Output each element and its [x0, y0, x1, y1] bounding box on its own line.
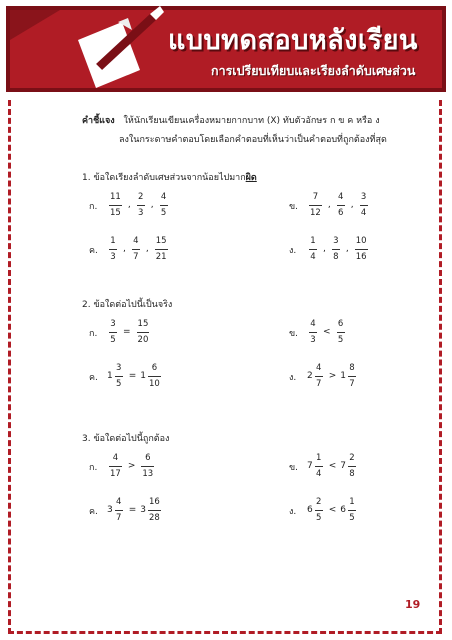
fraction-bar: [309, 332, 317, 333]
denominator: 28: [149, 512, 160, 523]
operator: <: [328, 505, 337, 515]
denominator: 5: [110, 334, 116, 345]
denominator: 3: [110, 251, 116, 262]
fraction-bar: [132, 249, 140, 250]
numerator: 4: [160, 191, 167, 202]
denominator: 5: [349, 512, 355, 523]
denominator: 21: [155, 251, 167, 262]
option-2[interactable]: [289, 448, 439, 484]
numerator: 6: [151, 362, 158, 373]
page-number: 19: [405, 598, 421, 611]
denominator: 5: [316, 512, 322, 523]
option-label: ง.: [289, 507, 297, 517]
fraction: [348, 497, 356, 524]
denominator: 15: [110, 207, 121, 218]
option-expression: [307, 187, 370, 223]
option-1[interactable]: [89, 448, 239, 484]
operator: =: [128, 371, 137, 381]
operator: ,: [127, 200, 131, 210]
numerator: 3: [110, 318, 116, 329]
denominator: 7: [133, 251, 139, 262]
option-4[interactable]: [289, 358, 439, 394]
question-2: [82, 297, 172, 311]
numerator: 1: [316, 452, 322, 463]
fraction-bar: [348, 376, 356, 377]
border-right: [439, 100, 442, 634]
numerator: 2: [349, 452, 355, 463]
whole-number: 3: [140, 505, 147, 515]
numerator: 4: [310, 318, 316, 329]
numerator: 16: [149, 496, 160, 507]
denominator: 5: [116, 378, 122, 389]
operator: <: [323, 327, 331, 337]
question-1: [82, 170, 257, 184]
header-banner: [0, 0, 452, 96]
whole-number: 1: [140, 371, 147, 381]
option-label: ข.: [289, 202, 299, 212]
fraction-bar: [109, 205, 122, 206]
fraction: [155, 236, 168, 263]
operator: >: [328, 371, 337, 381]
denominator: 17: [110, 468, 121, 479]
fraction: [309, 319, 317, 346]
operator: ,: [150, 200, 154, 210]
fraction-bar: [109, 332, 117, 333]
operator: =: [128, 505, 137, 515]
numerator: 6: [337, 318, 344, 329]
option-expression: [107, 187, 170, 223]
whole-number: 6: [307, 505, 313, 515]
numerator: 4: [316, 362, 322, 373]
fraction: [148, 497, 161, 524]
option-label: ค.: [89, 507, 98, 517]
fraction-bar: [332, 249, 340, 250]
fraction: [109, 192, 122, 219]
denominator: 4: [310, 251, 316, 262]
numerator: 6: [145, 452, 151, 463]
operator: ,: [123, 244, 126, 254]
option-3[interactable]: [89, 231, 239, 267]
instructions-label: คำชี้แจง: [82, 116, 115, 126]
option-1[interactable]: [89, 187, 239, 223]
option-1[interactable]: [89, 314, 239, 350]
fraction-bar: [337, 332, 345, 333]
numerator: 1: [110, 235, 116, 246]
fraction: [115, 363, 123, 390]
operator: <: [328, 461, 337, 471]
numerator: 3: [116, 362, 122, 373]
fraction-bar: [115, 510, 123, 511]
numerator: 2: [137, 191, 144, 202]
numerator: 15: [155, 235, 167, 246]
denominator: 7: [316, 378, 322, 389]
denominator: 4: [360, 207, 367, 218]
fraction: [109, 236, 117, 263]
question-text: 1. ข้อใดเรียงลำดับเศษส่วนจากน้อยไปมาก: [82, 173, 246, 183]
denominator: 5: [160, 207, 167, 218]
option-label: ง.: [289, 246, 297, 256]
denominator: 5: [337, 334, 344, 345]
option-label: ค.: [89, 373, 98, 383]
fraction: [348, 453, 356, 480]
fraction-bar: [160, 205, 168, 206]
operator: ,: [145, 244, 149, 254]
fraction-bar: [337, 205, 345, 206]
denominator: 8: [349, 468, 355, 479]
denominator: 7: [349, 378, 355, 389]
option-expression: [107, 314, 151, 350]
numerator: 11: [110, 191, 121, 202]
question-emphasis: ผิด: [245, 173, 257, 183]
fraction: [315, 453, 323, 480]
option-3[interactable]: [89, 492, 239, 528]
numerator: 1: [349, 496, 355, 507]
option-expression: [307, 448, 358, 484]
question-text: 3. ข้อใดต่อไปนี้ถูกต้อง: [82, 434, 170, 444]
whole-number: 3: [107, 505, 113, 515]
numerator: 4: [116, 496, 122, 507]
fraction: [160, 192, 168, 219]
fraction-bar: [148, 510, 161, 511]
option-2[interactable]: [289, 187, 439, 223]
denominator: 3: [310, 334, 316, 345]
fraction: [315, 363, 323, 390]
whole-number: 2: [307, 371, 313, 381]
numerator: 15: [137, 318, 149, 329]
fraction: [109, 453, 122, 480]
fraction: [137, 192, 145, 219]
fraction: [315, 497, 323, 524]
numerator: 7: [312, 191, 319, 202]
denominator: 3: [137, 207, 144, 218]
fraction: [360, 192, 368, 219]
page-subtitle: การเปรียบเทียบและเรียงลำดับเศษส่วน: [211, 63, 416, 78]
border-left: [8, 100, 11, 634]
option-expression: [307, 314, 347, 350]
whole-number: 7: [307, 461, 313, 471]
denominator: 8: [333, 251, 339, 262]
fraction: [148, 363, 161, 390]
denominator: 16: [355, 251, 367, 262]
operator: =: [123, 327, 131, 337]
fraction-bar: [137, 332, 150, 333]
question-3: [82, 431, 169, 445]
option-label: ก.: [89, 329, 98, 339]
numerator: 3: [333, 235, 339, 246]
option-expression: [107, 492, 163, 528]
option-expression: [307, 231, 370, 267]
denominator: 13: [142, 468, 154, 479]
operator: >: [127, 461, 136, 471]
numerator: 4: [133, 235, 139, 246]
numerator: 10: [355, 235, 367, 246]
fraction-bar: [137, 205, 145, 206]
option-4[interactable]: [289, 231, 439, 267]
whole-number: 6: [340, 505, 347, 515]
denominator: 6: [337, 207, 344, 218]
numerator: 3: [360, 191, 367, 202]
fraction: [332, 236, 340, 263]
option-expression: [307, 492, 358, 528]
fraction: [109, 319, 117, 346]
numerator: 1: [310, 235, 316, 246]
operator: ,: [323, 244, 326, 254]
option-3[interactable]: [89, 358, 239, 394]
option-label: ง.: [289, 373, 297, 383]
fraction: [132, 236, 140, 263]
option-expression: [107, 358, 163, 394]
fraction-bar: [155, 249, 168, 250]
whole-number: 1: [340, 371, 347, 381]
question-text: 2. ข้อใดต่อไปนี้เป็นจริง: [82, 300, 173, 310]
denominator: 7: [116, 512, 122, 523]
fraction-bar: [309, 205, 322, 206]
fraction: [309, 192, 322, 219]
denominator: 20: [137, 334, 149, 345]
fraction-bar: [360, 205, 368, 206]
fraction-bar: [348, 466, 356, 467]
numerator: 8: [349, 362, 355, 373]
fraction: [137, 319, 150, 346]
numerator: 4: [112, 452, 119, 463]
whole-number: 1: [107, 371, 113, 381]
fraction-bar: [355, 249, 368, 250]
fraction: [337, 319, 345, 346]
numerator: 4: [337, 191, 344, 202]
option-label: ข.: [289, 463, 299, 473]
fraction-bar: [109, 249, 117, 250]
fraction-bar: [141, 466, 154, 467]
border-bottom: [8, 631, 442, 634]
option-2[interactable]: [289, 314, 439, 350]
option-4[interactable]: [289, 492, 439, 528]
fraction: [309, 236, 317, 263]
fraction-bar: [309, 249, 317, 250]
option-expression: [307, 358, 358, 394]
fraction-bar: [115, 376, 123, 377]
fraction: [355, 236, 368, 263]
operator: ,: [327, 200, 331, 210]
fraction: [337, 192, 345, 219]
operator: ,: [345, 244, 349, 254]
page-title: แบบทดสอบหลังเรียน: [168, 25, 418, 56]
option-expression: [107, 231, 170, 267]
denominator: 10: [149, 378, 160, 389]
whole-number: 7: [340, 461, 347, 471]
denominator: 4: [316, 468, 322, 479]
operator: ,: [350, 200, 354, 210]
option-label: ข.: [289, 329, 299, 339]
option-expression: [107, 448, 156, 484]
denominator: 12: [310, 207, 321, 218]
option-label: ก.: [89, 463, 98, 473]
option-label: ก.: [89, 202, 98, 212]
fraction-bar: [148, 376, 161, 377]
fraction: [141, 453, 154, 480]
numerator: 2: [316, 496, 322, 507]
fraction: [115, 497, 123, 524]
fraction-bar: [315, 510, 323, 511]
instructions-line2: ลงในกระดาษคำตอบโดยเลือกคำตอบที่เห็นว่าเป็นคำตอบที่ถูกต้องที่สุด: [119, 135, 387, 145]
fraction-bar: [315, 466, 323, 467]
fraction: [348, 363, 356, 390]
fraction-bar: [315, 376, 323, 377]
option-label: ค.: [89, 246, 98, 256]
fraction-bar: [348, 510, 356, 511]
instructions: [82, 112, 427, 150]
instructions-line1: ให้นักเรียนเขียนเครื่องหมายกากบาท (X) ทับตัวอักษร ก ข ค หรือ ง: [123, 116, 380, 126]
fraction-bar: [109, 466, 122, 467]
